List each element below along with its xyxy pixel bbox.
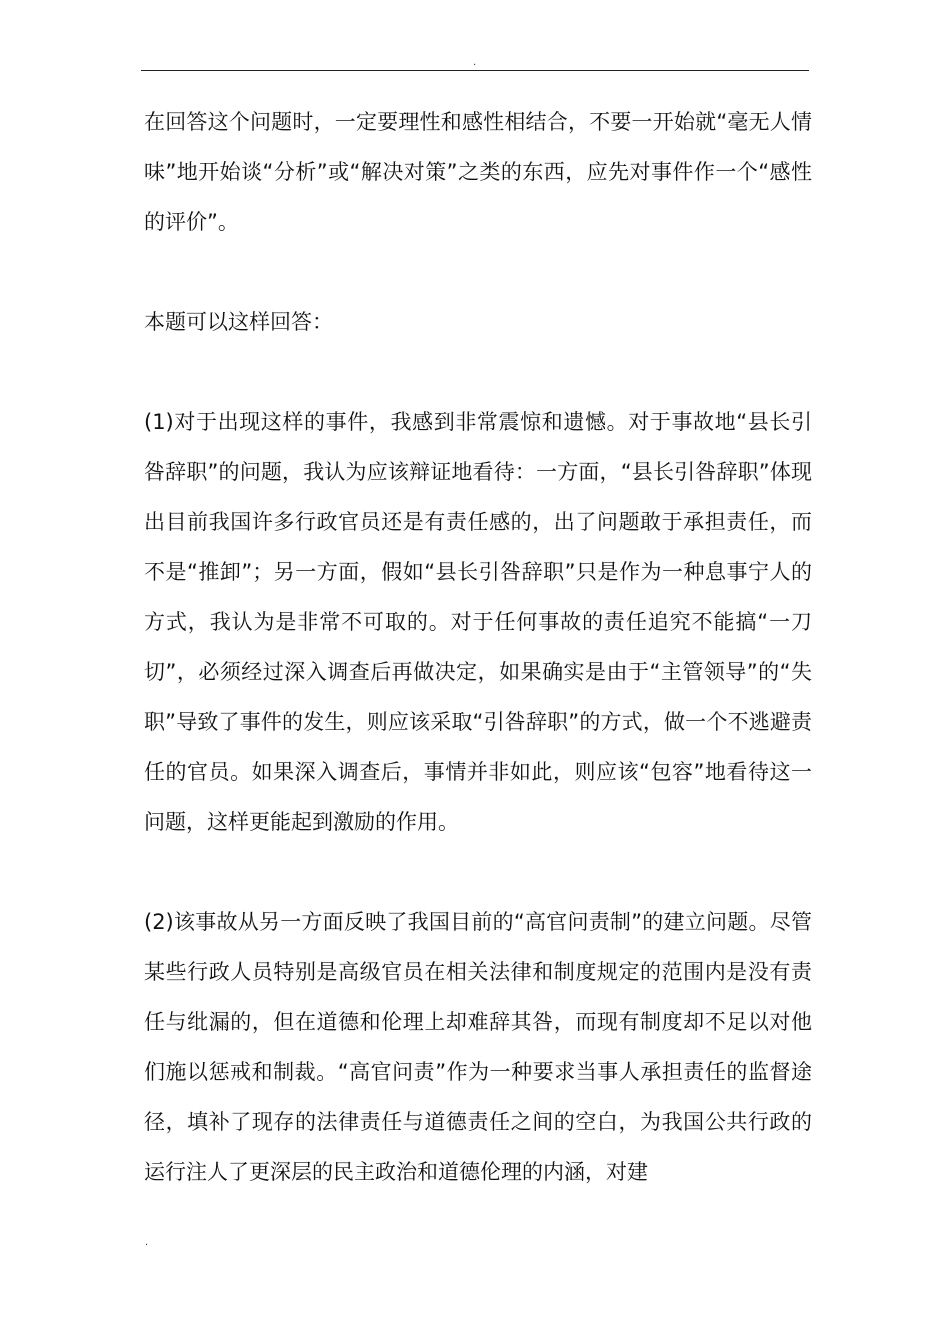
document-body	[144, 97, 812, 1197]
footer-mark: .	[145, 1237, 149, 1248]
point-1-paragraph: (1)对于出现这样的事件，我感到非常震惊和遗憾。对于事故地“县长引咎辞职”的问题，我认为应该辩证地看待：一方面，“县长引咎辞职”体现出目前我国许多行政官员还是有责任感的，出了问题敢于承担责任，而不是“推卸”；另一方面，假如“县长引咎辞职”只是作为一种息事宁人的方式，我认为是非常不可取的。对于任何事故的责任追究不能搞“一刀切”，必须经过深入调查后再做决定，如果确实是由于“主管领导”的“失职”导致了事件的发生，则应该采取“引咎辞职”的方式，做一个不逃避责任的官员。如果深入调查后，事情并非如此，则应该“包容”地看待这一问题，这样更能起到激励的作用。	[144, 410, 812, 834]
header-mark: .	[473, 57, 477, 68]
paragraph-gap	[144, 847, 812, 897]
paragraph-gap	[144, 347, 812, 397]
point-2-paragraph: (2)该事故从另一方面反映了我国目前的“高官问责制”的建立问题。尽管某些行政人员特别是高级官员在相关法律和制度规定的范围内是没有责任与纰漏的，但在道德和伦理上却难辞其咎，而现有制度却不足以对他们施以惩戒和制裁。“高官问责”作为一种要求当事人承担责任的监督途径，填补了现存的法律责任与道德责任之间的空白，为我国公共行政的运行注人了更深层的民主政治和道德伦理的内涵，对建	[144, 910, 812, 1184]
paragraph-gap	[144, 247, 812, 297]
header-rule	[141, 70, 809, 71]
intro-paragraph: 在回答这个问题时，一定要理性和感性相结合，不要一开始就“毫无人情味”地开始谈“分析”或“解决对策”之类的东西，应先对事件作一个“感性的评价”。	[144, 110, 812, 234]
lead-paragraph: 本题可以这样回答：	[144, 310, 333, 334]
